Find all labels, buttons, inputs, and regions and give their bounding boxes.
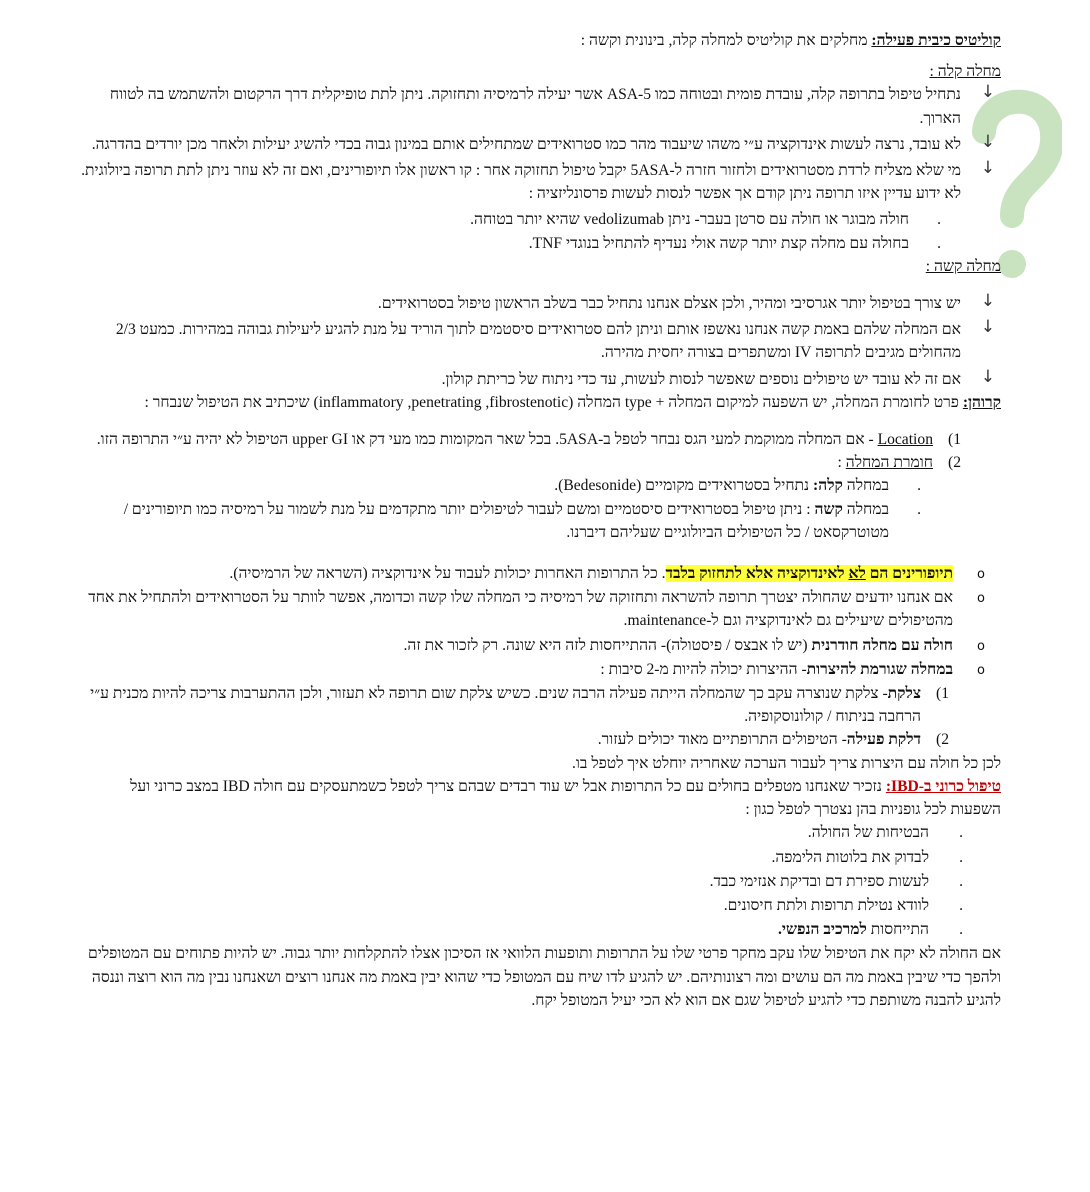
- uc-heading-line: קוליטיס כיבית פעילה: מחלקים את קוליטיס למחלה קלה, בינונית וקשה :: [580, 32, 1001, 49]
- down-arrow-icon: ↓: [980, 317, 995, 338]
- closing-paragraph: אם החולה לא יקח את הטיפול שלו עקב מחקר פרטי שלו על התרופות ותופעות הלוואי אז הסיכון אצלו להתקלחות יותר גבוה. יש להיות פתוחים עם המטופלים ולהפך כדי שיבין באמת מה הם עושים ומה רצונותיהם. יש להגיע לדו שיח עם המטופל כדי שהוא יבין באמת מה אנחנו רוצים ושאנחנו נבין מה הוא רוצה וננסה להגיע להבנה משותפת כדי להגיע לטיפול שגם אם הוא לא הכי יעיל המטופל יקח.: [88, 945, 1001, 1009]
- chronic-item: . לוודא נטילת תרופות ולתת חיסונים.: [723, 896, 963, 914]
- circle-bullet-icon: o: [977, 567, 985, 583]
- circle-bullet-icon: o: [977, 638, 985, 654]
- down-arrow-icon: ↓: [980, 82, 995, 103]
- down-arrow-icon: ↓: [980, 131, 995, 152]
- crohn-severity-sub: . במחלה קשה : ניתן טיפול בסטרואידים סיסטמיים ומשם לעבור לטיפולים יותר מתקדמים על מנת לשמור על רמיסיה כמו תיופורינים / מטוטרקסאט / כל הטיפולים הביולוגיים שעליהם דיברנו.: [123, 500, 921, 541]
- severe-item: ↓ אם זה לא עובד יש טיפולים נוספים שאפשר לנסות לעשות, עד כדי ניתוח של כריתת קולון.: [441, 366, 995, 388]
- down-arrow-icon: ↓: [980, 158, 995, 179]
- down-arrow-icon: ↓: [980, 366, 995, 387]
- circle-bullet-icon: o: [977, 591, 985, 607]
- crohn-intro: קרוהן: פרט לחומרת המחלה, יש השפעה למיקום המחלה + type המחלה (inflammatory ,penetrating ,fibrostenotic) שיכתיב את הטיפול שנבחר :: [144, 393, 1001, 411]
- mild-sub-item: . חולה מבוגר או חולה עם סרטן בעבר- ניתן vedolizumab שהיא יותר בטוחה.: [470, 211, 941, 229]
- chronic-item: . הבטיחות של החולה.: [807, 824, 963, 842]
- crohn-severity-sub: . במחלה קלה: נתחיל בסטרואידים מקומיים (Bedesonide).: [554, 477, 921, 495]
- chronic-item: . לבדוק את בלוטות הלימפה.: [771, 848, 963, 866]
- mild-heading: מחלה קלה :: [929, 63, 1001, 81]
- note-item: o תיופורינים הם לא לאינדוקציה אלא לתחזוק בלבד. כל התרופות האחרות יכולות לעבוד על אינדוקציה (השראה של הרמיסיה).: [76, 562, 1001, 585]
- circle-bullet-icon: o: [977, 662, 985, 678]
- note-item: o חולה עם מחלה חודרנית (יש לו אבצס / פיסטולה)- ההתייחסות לזה היא שונה. רק לזכור את זה.: [76, 634, 1001, 657]
- chronic-item: . לעשות ספירת דם ובדיקת אנזימי כבד.: [709, 872, 963, 890]
- mild-sub-item: . בחולה עם מחלה קצת יותר קשה אולי נעדיף להתחיל בנוגדי TNF.: [528, 234, 941, 252]
- stricture-cause: 1) צלקת- צלקת שנוצרה עקב כך שהמחלה הייתה פעילה הרבה שנים. כשיש צלקת שום תרופה לא תעזור, ולכן ההתערבות צריכה להיות מכנית ע״י הרחבה בניתוח / קולונוסקופיה.: [90, 685, 949, 726]
- crohn-title: קרוהן:: [962, 393, 1001, 411]
- chronic-intro: טיפול כרוני ב-IBD: נזכיר שאנחנו מטפלים בחולים עם כל התרופות אבל יש עוד רבדים שבהם צריך לטפל כשמתעסקים עם חולה IBD במצב כרוני ועל השפעות לכל גופניות בהן נצטרך לטפל כגון :: [130, 777, 1001, 819]
- crohn-item-severity: 2) חומרת המחלה :: [837, 454, 961, 472]
- highlighted-text: תיופורינים הם לא לאינדוקציה אלא לתחזוק בלבד: [665, 565, 953, 583]
- chronic-item: . התייחסות למרכיב הנפשי.: [777, 921, 963, 939]
- note-item: o אם אנחנו יודעים שהחולה יצטרך תרופה להשראה ותחזוקה של רמיסיה כי המחלה שלו קשה וכדומה, אפשר לוותר על הסטרואידים ולהתחיל את אחד מהטיפולים שיעילים גם לאינדוקציה וגם ל-maintenance.: [88, 589, 985, 630]
- stricture-cause: 2) דלקת פעילה- הטיפולים התרופתיים מאוד יכולים לעזור.: [597, 731, 949, 749]
- severe-heading: מחלה קשה :: [925, 257, 1001, 275]
- conclusion: לכן כל חולה עם היצרות צריך לעבור הערכה שאחריה יוחלט איך לטפל בו.: [572, 754, 1001, 772]
- mild-item: ↓ מי שלא מצליח לרדת מסטרואידים ולחזור חזרה ל-5ASA יקבל טיפול תחזוקה אחר : קו ראשון אלו תיופורינים, ואם זה לא עוזר ניתן לתת תרופה ביולוגית. לא ידוע עדיין איזו תרופה ניתן קודם אך אפשר לנסות לעשות פרסונליזציה :: [81, 158, 995, 203]
- severe-item: ↓ אם המחלה שלהם באמת קשה אנחנו נאשפז אותם וניתן להם סטרואידים סיסטמים לתוך הוריד על מנת להגיע ליעילות גבוהה במהירות. כמעט 2/3 מהחולים מגיבים לתרופה IV ומשתפרים בצורה יחסית מהירה.: [115, 317, 995, 362]
- severe-item: ↓ יש צורך בטיפול יותר אגרסיבי ומהיר, ולכן אצלם אנחנו נתחיל כבר בשלב הראשון טיפול בסטרואידים.: [377, 291, 995, 313]
- mild-item: ↓ לא עובד, נרצה לעשות אינדוקציה ע״י משהו שיעבוד מהר כמו סטרואידים שמתחילים אותם במינון גבוה בכדי להשיג יעילות ולאחר מכן יורדים בהדרגה.: [91, 131, 995, 153]
- mild-item: ↓ נתחיל טיפול בתרופה קלה, עובדת פומית ובטוחה כמו 5-ASA אשר יעילה לרמיסיה ותחזוקה. ניתן לתת טופיקלית דרך הרקטום ולהשתמש בה לטווח הארוך.: [109, 82, 995, 127]
- crohn-item-location: 1) Location - אם המחלה ממוקמת למעי הגס נבחר לטפל ב-5ASA. בכל שאר המקומות כמו מעי דק או upper GI הטיפול לא יהיה ע״י התרופה הזו.: [96, 431, 961, 449]
- chronic-title: טיפול כרוני ב-IBD:: [885, 777, 1001, 795]
- down-arrow-icon: ↓: [980, 291, 995, 312]
- uc-title: קוליטיס כיבית פעילה: [876, 32, 1001, 49]
- note-item: o במחלה שגורמת להיצרות- ההיצרות יכולה להיות מ-2 סיבות :: [76, 658, 1001, 681]
- document-body: [76, 29, 1001, 1012]
- uc-intro: מחלקים את קוליטיס למחלה קלה, בינונית וקשה :: [580, 32, 868, 49]
